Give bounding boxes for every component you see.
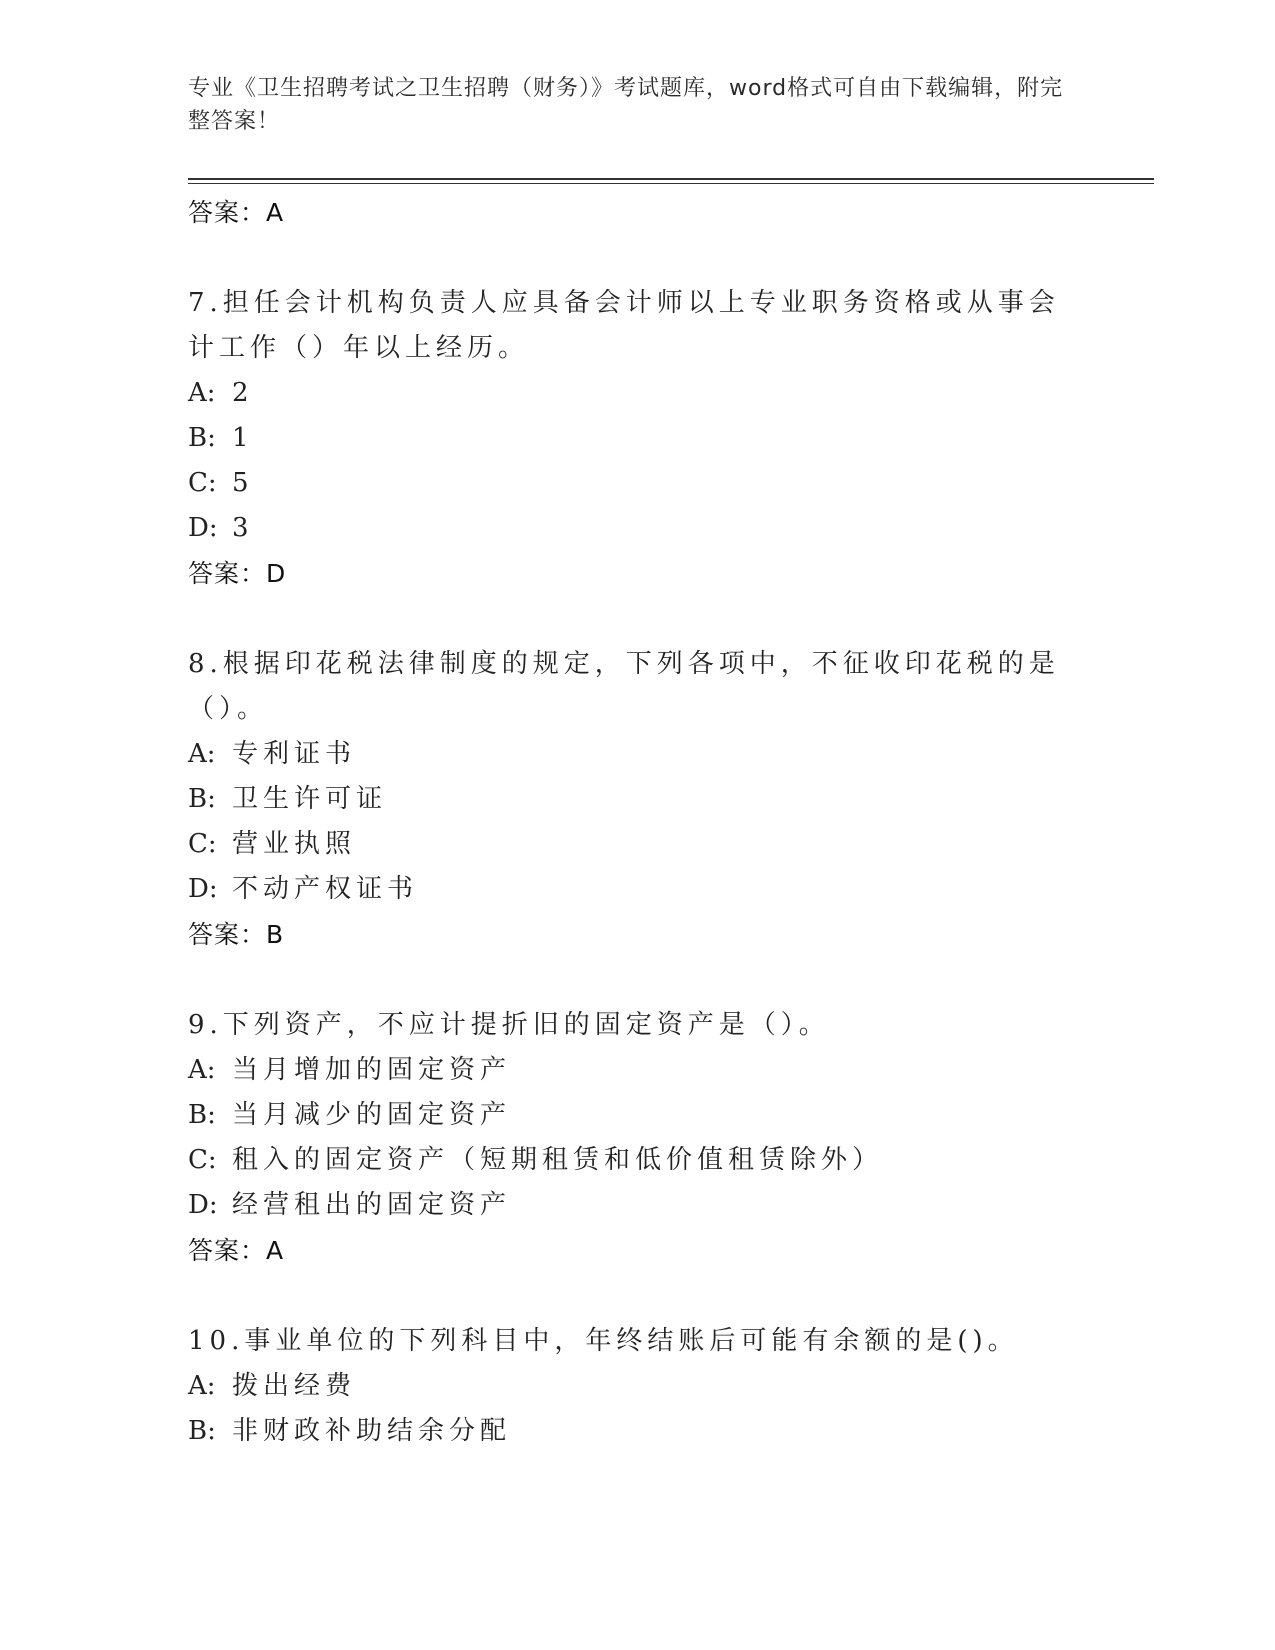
option-text: 非财政补助结余分配 [232, 1416, 512, 1446]
question-list [188, 190, 1068, 1454]
option-c [188, 1138, 1068, 1183]
option-text: 营业执照 [232, 829, 357, 859]
option-b [188, 1093, 1068, 1138]
option-text: 经营租出的固定资产 [232, 1190, 512, 1220]
question-text: 7.担任会计机构负责人应具备会计师以上专业职务资格或从事会计工作（）年以上经历。 [188, 288, 1060, 363]
option-text: 2 [232, 378, 254, 408]
option-text: 当月减少的固定资产 [232, 1100, 512, 1130]
answer-line: 答案：D [188, 559, 287, 588]
option-text: 5 [232, 468, 254, 498]
header-divider-thick [188, 178, 1154, 180]
option-letter: C: [188, 468, 217, 498]
option-letter: D: [188, 1190, 218, 1220]
option-c [188, 461, 1068, 506]
previous-question-answer: 答案：A [188, 198, 285, 227]
option-text: 1 [232, 423, 254, 453]
question-block-7 [188, 281, 1068, 596]
option-letter: D: [188, 874, 218, 904]
header-divider-thin [188, 183, 1154, 184]
option-b [188, 416, 1068, 461]
option-d [188, 1183, 1068, 1228]
option-letter: B: [188, 1416, 216, 1446]
option-letter: A: [188, 378, 216, 408]
option-d [188, 506, 1068, 551]
option-text: 3 [232, 513, 254, 543]
document-header: 专业《卫生招聘考试之卫生招聘（财务）》考试题库，word格式可自由下载编辑，附完整答案！ [188, 76, 1064, 134]
option-a [188, 1364, 1068, 1409]
option-b [188, 777, 1068, 822]
question-text: 8.根据印花税法律制度的规定，下列各项中，不征收印花税的是（）。 [188, 649, 1060, 724]
question-text: 9.下列资产，不应计提折旧的固定资产是（）。 [188, 1010, 830, 1040]
option-a [188, 371, 1068, 416]
spacer [188, 235, 1068, 281]
option-text: 专利证书 [232, 739, 357, 769]
question-block-10 [188, 1319, 1068, 1454]
answer-line: 答案：A [188, 1236, 285, 1265]
option-a [188, 732, 1068, 777]
question-block-9 [188, 1003, 1068, 1273]
option-c [188, 822, 1068, 867]
option-letter: B: [188, 1100, 216, 1130]
option-text: 不动产权证书 [232, 874, 419, 904]
option-letter: C: [188, 829, 217, 859]
option-d [188, 867, 1068, 912]
option-a [188, 1048, 1068, 1093]
answer-line: 答案：B [188, 920, 285, 949]
option-letter: A: [188, 1371, 216, 1401]
option-text: 租入的固定资产（短期租赁和低价值租赁除外） [232, 1145, 884, 1175]
option-text: 拨出经费 [232, 1371, 357, 1401]
option-letter: D: [188, 513, 218, 543]
option-text: 当月增加的固定资产 [232, 1055, 512, 1085]
option-letter: B: [188, 784, 216, 814]
option-letter: B: [188, 423, 216, 453]
option-letter: A: [188, 1055, 216, 1085]
spacer [188, 1273, 1068, 1319]
spacer [188, 957, 1068, 1003]
option-letter: C: [188, 1145, 217, 1175]
spacer [188, 596, 1068, 642]
option-letter: A: [188, 739, 216, 769]
option-text: 卫生许可证 [232, 784, 388, 814]
question-text: 10.事业单位的下列科目中，年终结账后可能有余额的是()。 [188, 1326, 1019, 1356]
option-b [188, 1409, 1068, 1454]
question-block-8 [188, 642, 1068, 957]
